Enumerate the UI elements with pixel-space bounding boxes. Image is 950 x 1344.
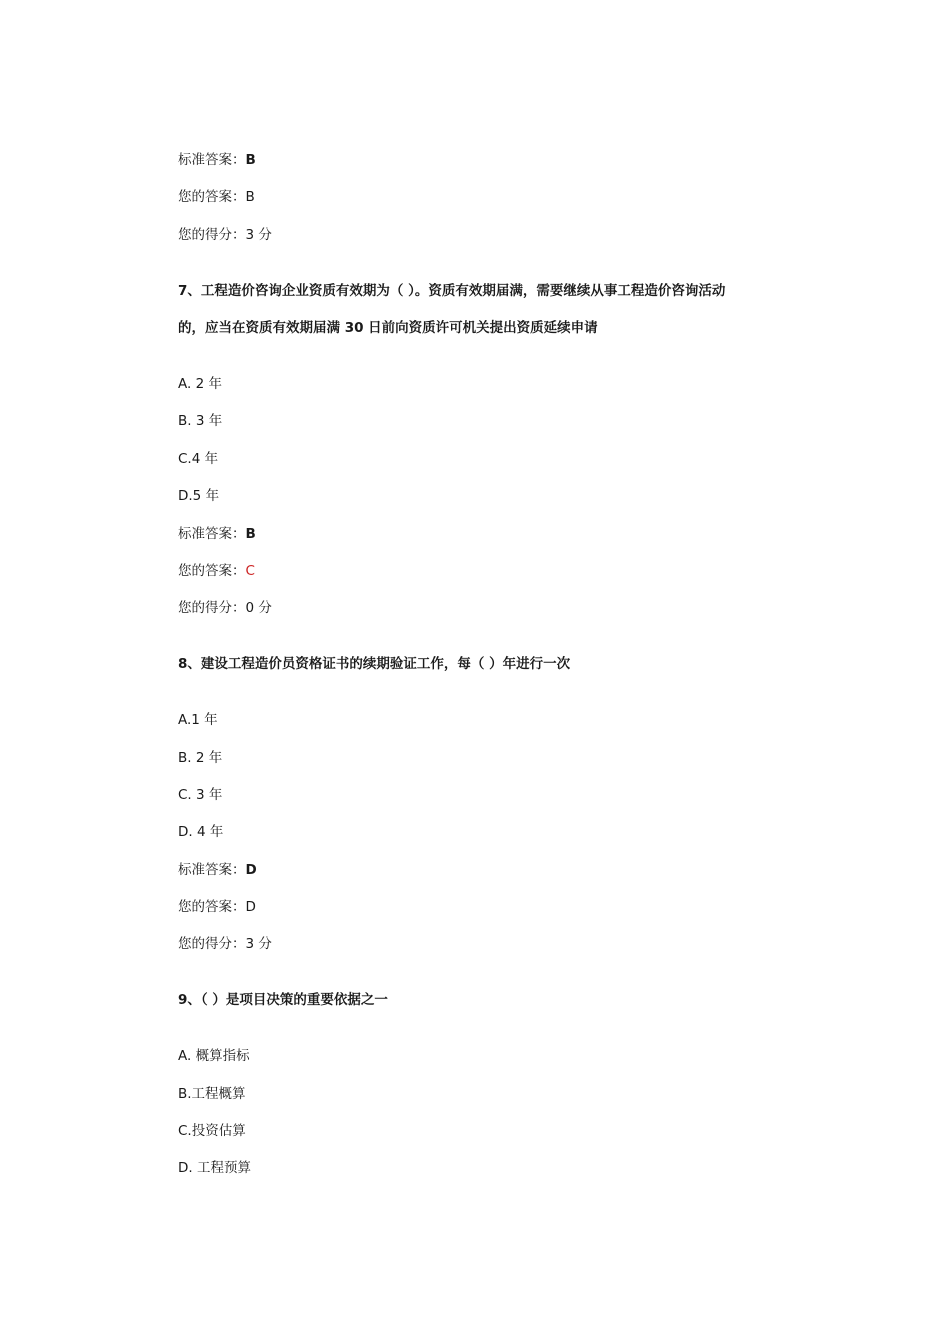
q9-option-c: C.投资估算 bbox=[178, 1123, 246, 1139]
q9-option-b: B.工程概算 bbox=[178, 1086, 246, 1102]
your-answer-value: B bbox=[245, 189, 255, 205]
q7-question-line-1: 7、工程造价咨询企业资质有效期为（ ）。资质有效期届满，需要继续从事工程造价咨询活动 bbox=[178, 283, 726, 299]
q7-option-b: B. 3 年 bbox=[178, 413, 223, 429]
your-score-label: 您的得分： bbox=[178, 936, 246, 952]
q9-question-line-1: 9、（ ）是项目决策的重要依据之一 bbox=[178, 992, 388, 1008]
your-score-value: 0 分 bbox=[245, 600, 272, 616]
standard-answer-label: 标准答案： bbox=[178, 862, 246, 878]
q7-your-score bbox=[178, 599, 272, 617]
q7-option-a: A. 2 年 bbox=[178, 376, 222, 392]
q8-your-score bbox=[178, 935, 272, 953]
q7-question-line-2: 的，应当在资质有效期届满 30 日前向资质许可机关提出资质延续申请 bbox=[178, 320, 598, 336]
q6-your-score bbox=[178, 226, 272, 244]
standard-answer-value: B bbox=[245, 526, 256, 542]
your-answer-label: 您的答案： bbox=[178, 899, 246, 915]
q6-your-answer bbox=[178, 188, 255, 206]
standard-answer-value: D bbox=[245, 862, 257, 878]
q8-option-c: C. 3 年 bbox=[178, 787, 223, 803]
your-score-label: 您的得分： bbox=[178, 600, 246, 616]
standard-answer-label: 标准答案： bbox=[178, 152, 246, 168]
standard-answer-value: B bbox=[245, 152, 256, 168]
q7-option-d: D.5 年 bbox=[178, 488, 220, 504]
q8-option-b: B. 2 年 bbox=[178, 750, 223, 766]
q7-option-c: C.4 年 bbox=[178, 451, 219, 467]
q9-option-d: D. 工程预算 bbox=[178, 1160, 251, 1176]
standard-answer-label: 标准答案： bbox=[178, 526, 246, 542]
q8-question-line-1: 8、建设工程造价员资格证书的续期验证工作，每（ ）年进行一次 bbox=[178, 656, 571, 672]
your-score-value: 3 分 bbox=[245, 227, 272, 243]
your-answer-value: C bbox=[245, 563, 255, 579]
q7-standard-answer bbox=[178, 525, 256, 543]
q9-option-a: A. 概算指标 bbox=[178, 1048, 250, 1064]
your-answer-value: D bbox=[245, 899, 256, 915]
q8-option-a: A.1 年 bbox=[178, 712, 218, 728]
your-answer-label: 您的答案： bbox=[178, 563, 246, 579]
q7-your-answer bbox=[178, 562, 255, 580]
q6-standard-answer bbox=[178, 151, 256, 169]
your-score-label: 您的得分： bbox=[178, 227, 246, 243]
q8-option-d: D. 4 年 bbox=[178, 824, 224, 840]
your-answer-label: 您的答案： bbox=[178, 189, 246, 205]
your-score-value: 3 分 bbox=[245, 936, 272, 952]
q8-standard-answer bbox=[178, 861, 257, 879]
q8-your-answer bbox=[178, 898, 256, 916]
